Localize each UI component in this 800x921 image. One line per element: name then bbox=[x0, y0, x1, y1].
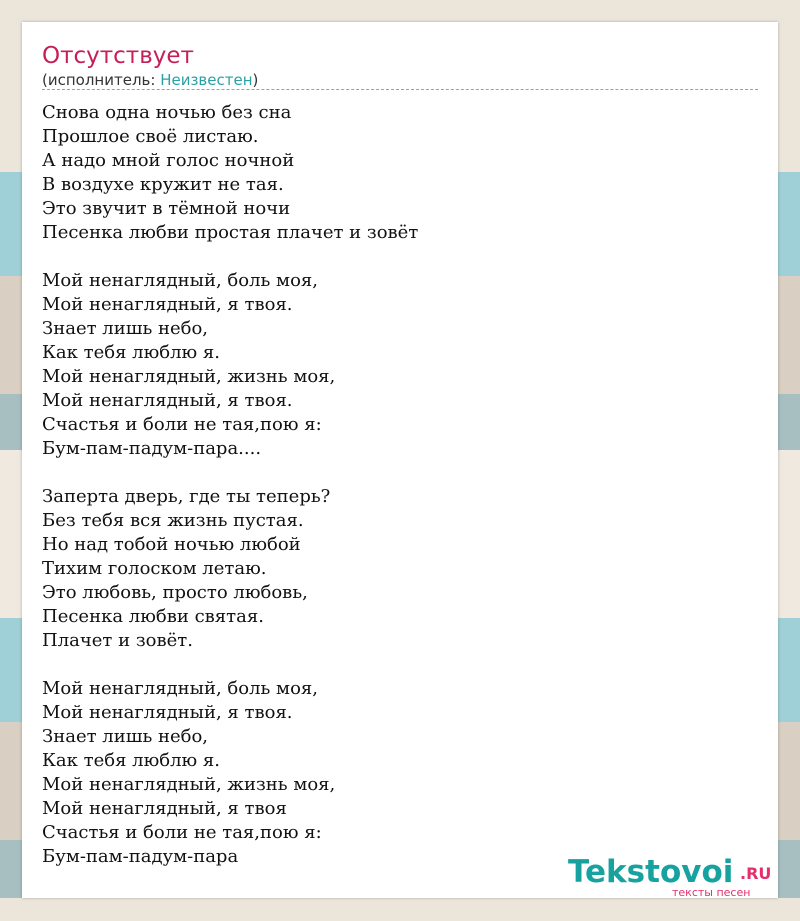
lyric-line: Счастья и боли не тая,пою я: bbox=[42, 822, 322, 843]
lyric-line: Это любовь, просто любовь, bbox=[42, 582, 308, 603]
lyrics-card bbox=[22, 22, 778, 898]
lyric-line: Как тебя люблю я. bbox=[42, 342, 221, 363]
stripe bbox=[0, 898, 800, 921]
lyric-line: Бум-пам-падум-пара.... bbox=[42, 438, 262, 459]
lyric-line: Тихим голоском летаю. bbox=[42, 558, 267, 579]
logo-wordmark: Tekstovoi bbox=[568, 854, 734, 890]
lyric-line: Счастья и боли не тая,пою я: bbox=[42, 414, 322, 435]
lyric-line: Бум-пам-падум-пара bbox=[42, 846, 239, 867]
lyric-line: Мой ненаглядный, жизнь моя, bbox=[42, 366, 336, 387]
lyric-line: В воздухе кружит не тая. bbox=[42, 174, 284, 195]
lyric-line bbox=[42, 245, 758, 269]
lyric-line: Мой ненаглядный, боль моя, bbox=[42, 678, 318, 699]
lyric-line: Мой ненаглядный, жизнь моя, bbox=[42, 774, 336, 795]
lyric-line: Мой ненаглядный, боль моя, bbox=[42, 270, 318, 291]
artist-link[interactable]: Неизвестен bbox=[160, 71, 253, 89]
lyric-line: Но над тобой ночью любой bbox=[42, 534, 301, 555]
lyric-line: Мой ненаглядный, я твоя. bbox=[42, 702, 293, 723]
site-logo[interactable] bbox=[568, 854, 778, 898]
artist-line bbox=[42, 70, 258, 90]
lyric-line: А надо мной голос ночной bbox=[42, 150, 295, 171]
logo-tld: .RU bbox=[740, 864, 772, 883]
song-title: Отсутствует bbox=[42, 43, 194, 69]
logo-tagline: тексты песен bbox=[672, 886, 751, 899]
lyric-line bbox=[42, 461, 758, 485]
lyric-line: Это звучит в тёмной ночи bbox=[42, 198, 291, 219]
lyrics-text bbox=[42, 101, 758, 869]
lyric-line: Мой ненаглядный, я твоя. bbox=[42, 294, 293, 315]
lyric-line: Песенка любви святая. bbox=[42, 606, 264, 627]
lyric-line: Мой ненаглядный, я твоя bbox=[42, 798, 287, 819]
lyric-line: Снова одна ночью без сна bbox=[42, 102, 292, 123]
lyric-line: Песенка любви простая плачет и зовёт bbox=[42, 222, 419, 243]
artist-suffix: ) bbox=[252, 71, 259, 89]
lyric-line bbox=[42, 653, 758, 677]
lyric-line: Знает лишь небо, bbox=[42, 318, 209, 339]
title-divider bbox=[42, 89, 758, 90]
lyric-line: Без тебя вся жизнь пустая. bbox=[42, 510, 304, 531]
lyric-line: Знает лишь небо, bbox=[42, 726, 209, 747]
lyric-line: Как тебя люблю я. bbox=[42, 750, 221, 771]
lyric-line: Прошлое своё листаю. bbox=[42, 126, 259, 147]
lyric-line: Мой ненаглядный, я твоя. bbox=[42, 390, 293, 411]
lyric-line: Плачет и зовёт. bbox=[42, 630, 193, 651]
artist-prefix: (исполнитель: bbox=[42, 71, 161, 89]
lyric-line: Заперта дверь, где ты теперь? bbox=[42, 486, 331, 507]
